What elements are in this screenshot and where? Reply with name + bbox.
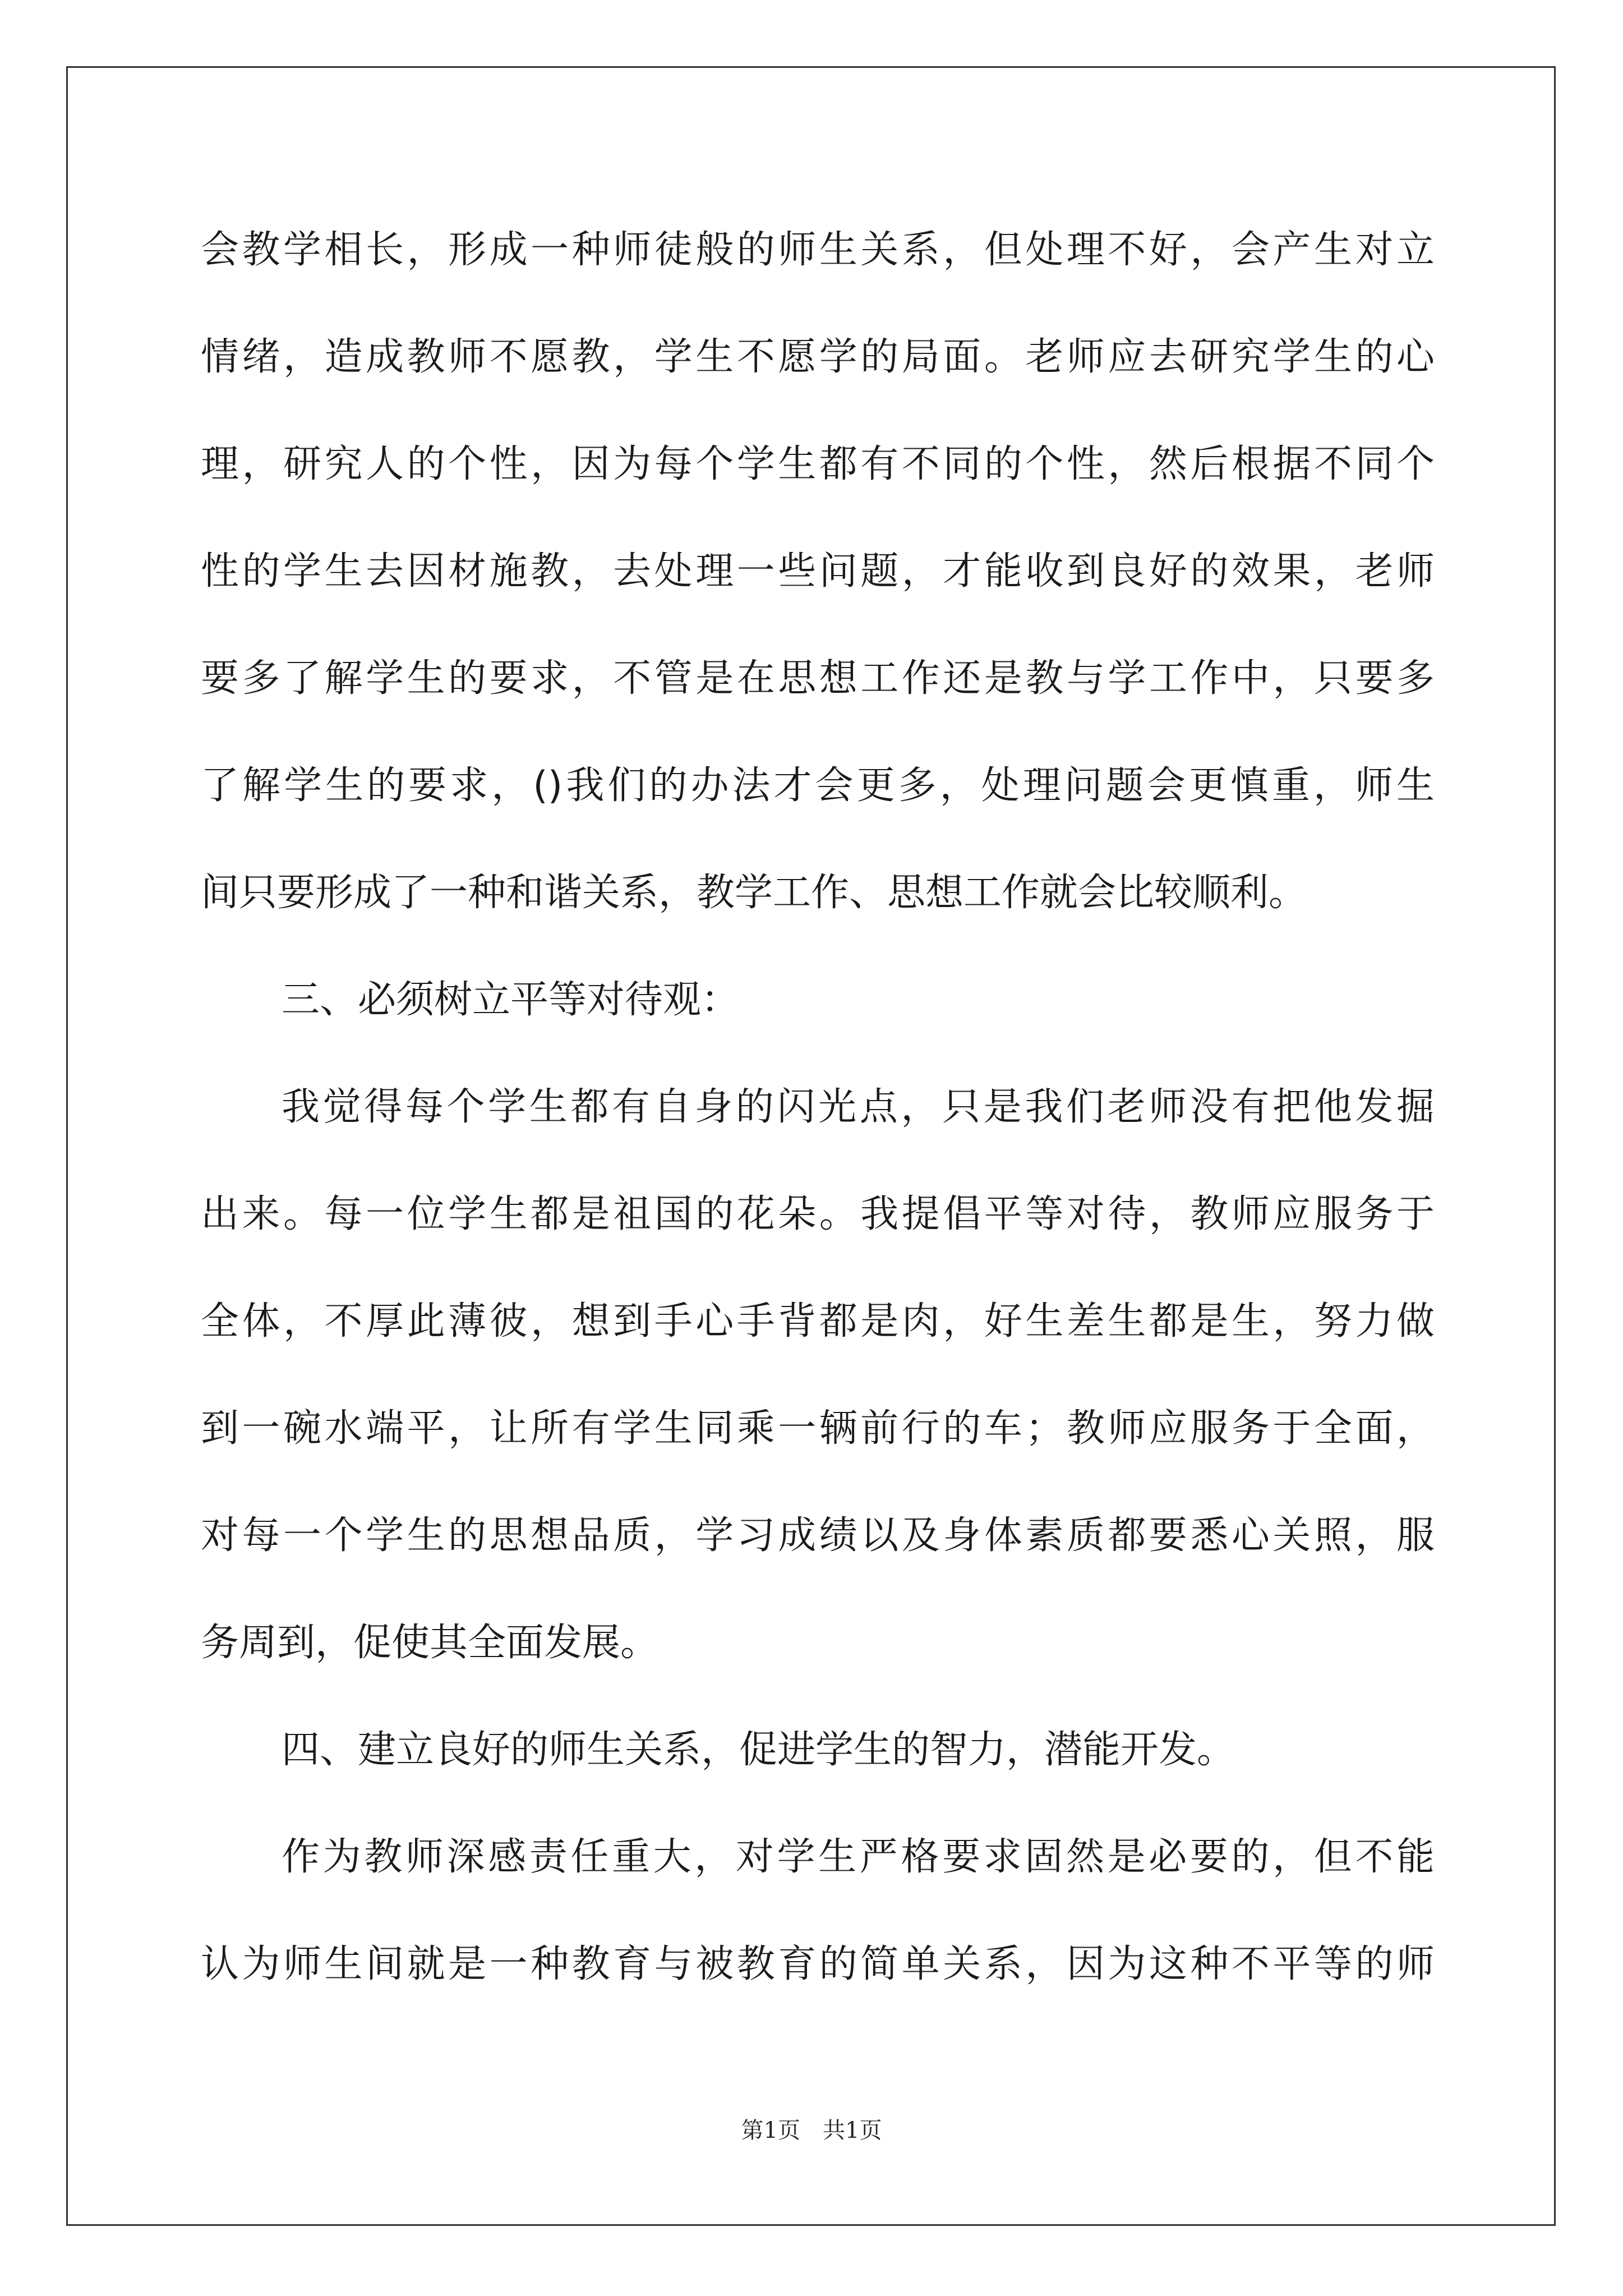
text-line: 务周到，促使其全面发展。 — [201, 1621, 659, 1665]
text-line: 要多了解学生的要求，不管是在思想工作还是教与学工作中，只要多 — [201, 656, 1435, 701]
text-line: 理，研究人的个性，因为每个学生都有不同的个性，然后根据不同个 — [201, 442, 1435, 486]
text-line: 间只要形成了一种和谐关系，教学工作、思想工作就会比较顺利。 — [201, 871, 1307, 915]
text-line: 全体，不厚此薄彼，想到手心手背都是肉，好生差生都是生，努力做 — [201, 1299, 1435, 1343]
text-line: 认为师生间就是一种教育与被教育的简单关系，因为这种不平等的师 — [201, 1942, 1435, 1986]
text-line: 出来。每一位学生都是祖国的花朵。我提倡平等对待，教师应服务于 — [201, 1192, 1435, 1236]
text-line: 了解学生的要求，()我们的办法才会更多，处理问题会更慎重，师生 — [201, 763, 1435, 808]
section-heading: 四、建立良好的师生关系，促进学生的智力，潜能开发。 — [282, 1728, 1235, 1772]
page-border — [66, 66, 1556, 2226]
text-line: 到一碗水端平，让所有学生同乘一辆前行的车；教师应服务于全面， — [201, 1406, 1435, 1451]
text-line: 性的学生去因材施教，去处理一些问题，才能收到良好的效果，老师 — [201, 549, 1435, 593]
text-line: 我觉得每个学生都有自身的闪光点，只是我们老师没有把他发掘 — [282, 1085, 1435, 1129]
text-line: 对每一个学生的思想品质，学习成绩以及身体素质都要悉心关照，服 — [201, 1513, 1435, 1558]
text-line: 作为教师深感责任重大，对学生严格要求固然是必要的，但不能 — [282, 1835, 1435, 1879]
section-heading: 三、必须树立平等对待观： — [282, 978, 740, 1022]
text-line: 会教学相长，形成一种师徒般的师生关系，但处理不好，会产生对立 — [201, 228, 1435, 272]
page-number: 第1页 共1页 — [741, 2118, 882, 2143]
text-line: 情绪，造成教师不愿教，学生不愿学的局面。老师应去研究学生的心 — [201, 335, 1435, 379]
